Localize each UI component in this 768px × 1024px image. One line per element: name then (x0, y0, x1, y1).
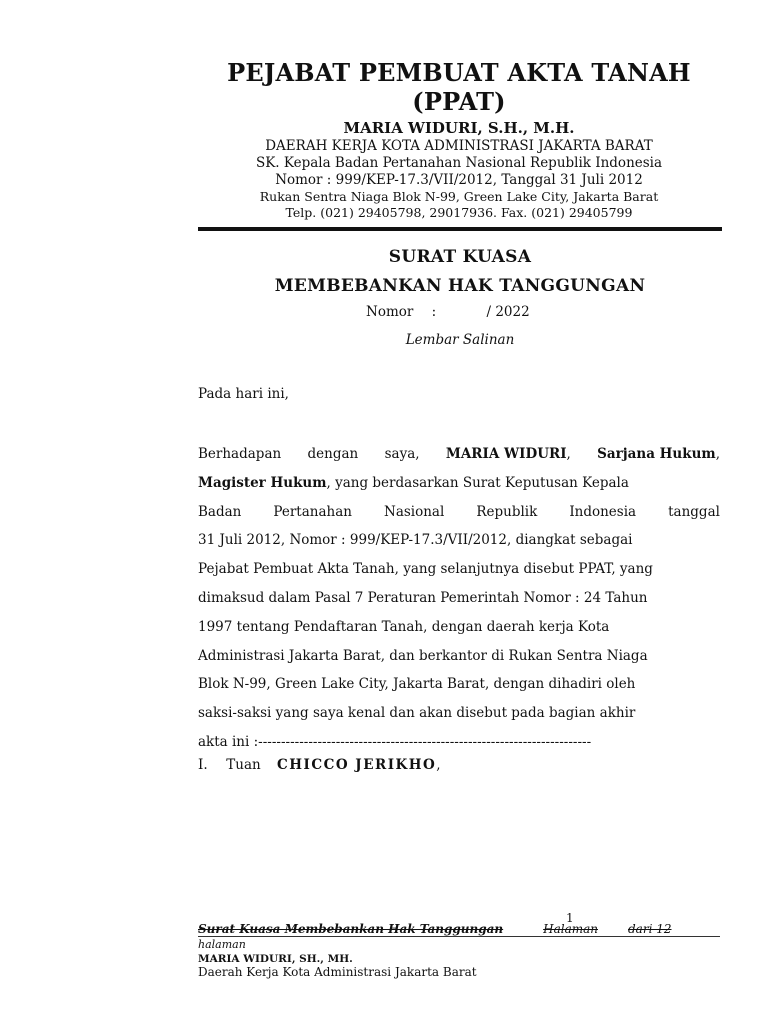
footer-halaman-continued: halaman (198, 938, 246, 951)
footer-halaman: Halaman (543, 922, 598, 936)
opening-line: Pada hari ini, (198, 386, 289, 402)
party-title: Tuan (226, 757, 261, 773)
party-comma: , (436, 757, 441, 773)
body-line: Magister Hukum , yang berdasarkan Surat Keputusan Kepala (198, 469, 720, 498)
party-number: I. (198, 757, 208, 773)
footer-official-name: MARIA WIDURI, SH., MH. (198, 953, 353, 965)
body-line: Berhadapan dengan saya, MARIA WIDURI, Sarjana Hukum, (198, 446, 720, 462)
official-name-inline: MARIA WIDURI (445, 446, 567, 462)
letterhead-title: PEJABAT PEMBUAT AKTA TANAH (227, 58, 691, 87)
document-title-line1: SURAT KUASA (388, 247, 532, 267)
official-name: MARIA WIDURI, S.H., M.H. (343, 119, 575, 137)
body-line: dimaksud dalam Pasal 7 Peraturan Pemerintah Nomor : 24 Tahun (198, 589, 648, 606)
footer-dari: dari 12 (628, 922, 672, 936)
body-line: Pejabat Pembuat Akta Tanah, yang selanjutnya disebut PPAT, yang (198, 561, 653, 578)
office-address: Rukan Sentra Niaga Blok N-99, Green Lake City, Jakarta Barat (259, 189, 659, 204)
office-phone: Telp. (021) 29405798, 29017936. Fax. (021) 29405799 (285, 205, 633, 220)
party-line (198, 757, 441, 773)
body-line: Blok N-99, Green Lake City, Jakarta Barat, dengan dihadiri oleh (198, 676, 636, 693)
body-line: 1997 tentang Pendaftaran Tanah, dengan daerah kerja Kota (198, 618, 610, 635)
document-title-line2: MEMBEBANKAN HAK TANGGUNGAN (274, 276, 646, 296)
decree-authority: SK. Kepala Badan Pertanahan Nasional Republik Indonesia (255, 155, 663, 171)
degree-inline: Magister Hukum (198, 474, 327, 491)
degree-inline: Sarjana Hukum (597, 446, 716, 462)
footer-doc-name: Surat Kuasa Membebankan Hak Tanggungan (198, 922, 504, 936)
number-value: / 2022 (486, 304, 530, 320)
work-area: DAERAH KERJA KOTA ADMINISTRASI JAKARTA BARAT (265, 138, 653, 154)
body-line: Administrasi Jakarta Barat, dan berkantor di Rukan Sentra Niaga (198, 647, 648, 664)
document-number (366, 304, 530, 320)
page-footer (198, 922, 720, 979)
ppat-letterhead (198, 58, 720, 221)
letterhead-divider (198, 227, 722, 231)
footer-doc-line (198, 922, 720, 937)
body-line: Badan Pertanahan Nasional Republik Indonesia tanggal (198, 503, 720, 520)
body-line-dashes: akta ini :------------------------------------------------------------------------- (198, 733, 592, 750)
number-colon: : (431, 304, 437, 320)
copy-label: Lembar Salinan (405, 332, 515, 348)
party-name: CHICCO JERIKHO (277, 757, 437, 773)
document-title (198, 243, 722, 301)
letterhead-subtitle: (PPAT) (412, 87, 506, 116)
body-paragraph (198, 440, 720, 757)
page-number: 1 (566, 911, 574, 925)
footer-work-area: Daerah Kerja Kota Administrasi Jakarta Barat (198, 965, 477, 979)
decree-number: Nomor : 999/KEP-17.3/VII/2012, Tanggal 31 Juli 2012 (275, 172, 643, 188)
body-line: 31 Juli 2012, Nomor : 999/KEP-17.3/VII/2012, diangkat sebagai (198, 532, 633, 549)
number-label: Nomor (366, 304, 414, 320)
body-line: saksi-saksi yang saya kenal dan akan disebut pada bagian akhir (198, 705, 636, 722)
